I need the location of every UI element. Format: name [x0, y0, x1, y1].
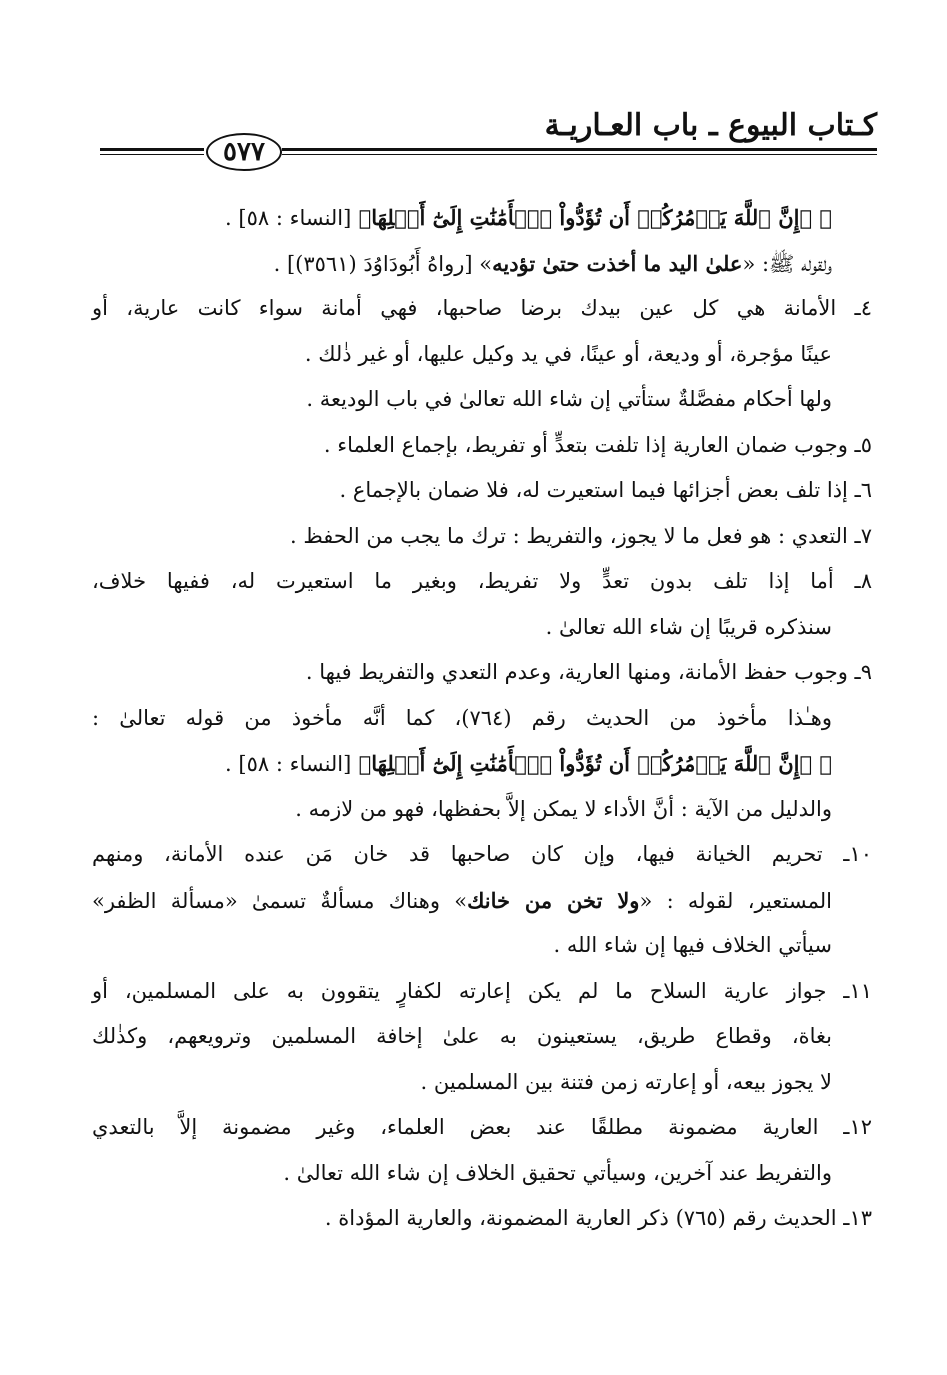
emphasis-text: علىٰ اليد ما أخذت حتىٰ تؤديه — [492, 250, 743, 276]
text-line — [92, 241, 872, 287]
text-line — [92, 1014, 872, 1060]
header-title: كـتاب البيوع ـ باب العـاريـة — [544, 108, 877, 143]
text-line — [92, 1060, 872, 1106]
page-header — [0, 0, 947, 200]
header-rule-left-thin — [100, 154, 204, 155]
text-segment: [النساء : ٥٨] . — [225, 206, 352, 230]
text-line — [92, 559, 872, 605]
header-rule-right-thin — [282, 154, 877, 155]
text-segment: ٧ـ التعدي : هو فعل ما لا يجوز، والتفريط : ترك ما يجب من الحفظ . — [289, 523, 872, 548]
text-segment: ٥ـ وجوب ضمان العارية إذا تلفت بتعدٍّ أو تفريط، بإجماع العلماء . — [323, 432, 872, 457]
emphasis-text: ﴿ ﴿إِنَّ ٱللَّهَ يَأۡمُرُكُمۡ أَن تُؤَدُّواْ ٱلۡأَمَٰنَٰتِ إِلَىٰٓ أَهۡلِهَا﴾ — [351, 205, 832, 230]
text-segment: المستعير، لقوله : « — [639, 888, 832, 913]
emphasis-text: ﴿ ﴿إِنَّ ٱللَّهَ يَأۡمُرُكُمۡ أَن تُؤَدُّواْ ٱلۡأَمَٰنَٰتِ إِلَىٰٓ أَهۡلِهَا﴾ — [351, 751, 832, 776]
text-segment: ١١ـ جواز عارية السلاح ما لم يكن إعارته لكفارٍ يتقوون به على المسلمين، أو — [92, 978, 872, 1003]
text-segment: » [رواهُ أَبُودَاوُدَ (٣٥٦١)] . — [273, 251, 493, 276]
text-line — [92, 286, 872, 332]
header-rule-right — [282, 148, 877, 151]
text-line — [92, 468, 872, 514]
text-segment: ١٠ـ تحريم الخيانة فيها، وإن كان صاحبها قد خان مَن عنده الأمانة، ومنهم — [92, 842, 872, 866]
text-segment: ٦ـ إذا تلف بعض أجزائها فيما استعيرت له، فلا ضمان بالإجماع . — [339, 478, 872, 502]
text-line — [92, 696, 872, 742]
text-line — [92, 605, 872, 651]
text-segment: والتفريط عند آخرين، وسيأتي تحقيق الخلاف إن شاء الله تعالىٰ . — [283, 1160, 832, 1185]
text-segment: [النساء : ٥٨] . — [225, 752, 352, 776]
text-line — [92, 1196, 872, 1242]
text-line — [92, 787, 872, 833]
page-number: ٥٧٧ — [206, 133, 282, 171]
header-rule-left — [100, 148, 204, 151]
text-segment: لا يجوز بيعه، أو إعارته زمن فتنة بين المسلمين . — [420, 1069, 832, 1094]
text-segment: سيأتي الخلاف فيها إن شاء الله . — [553, 933, 832, 957]
text-segment: وهـٰذا مأخوذ من الحديث رقم (٧٦٤)، كما أنَّه مأخوذ من قوله تعالىٰ : — [92, 705, 832, 730]
text-segment: ١٣ـ الحديث رقم (٧٦٥) ذكر العارية المضمونة، والعارية المؤداة . — [324, 1206, 872, 1230]
page-body — [92, 195, 872, 1242]
text-segment: ولها أحكام مفصَّلةٌ ستأتي إن شاء الله تعالىٰ في باب الوديعة . — [306, 387, 832, 411]
text-line — [92, 1151, 872, 1197]
text-line — [92, 650, 872, 696]
text-segment: » وهناك مسألةٌ تسمىٰ «مسألة الظفر» — [92, 888, 468, 913]
text-line — [92, 878, 872, 924]
text-segment: بغاة، وقطاع طريق، يستعينون به علىٰ إخافة المسلمين وترويعهم، وكذٰلك — [92, 1024, 832, 1048]
text-line — [92, 741, 872, 787]
text-line — [92, 195, 872, 241]
text-segment: ٨ـ أما إذا تلف بدون تعدٍّ ولا تفريط، وبغير ما استعيرت له، ففيها خلاف، — [92, 569, 872, 593]
text-segment: سنذكره قريبًا إن شاء الله تعالىٰ . — [545, 614, 832, 639]
text-line — [92, 514, 872, 560]
text-segment: ٩ـ وجوب حفظ الأمانة، ومنها العارية، وعدم التعدي والتفريط فيها . — [305, 660, 872, 684]
text-segment: ١٢ـ العارية مضمونة مطلقًا عند بعض العلماء، وغير مضمونة إلاَّ بالتعدي — [92, 1115, 872, 1139]
text-segment: عينًا مؤجرة، أو وديعة، أو عينًا، في يد وكيل عليها، أو غير ذٰلك . — [304, 341, 832, 366]
text-line — [92, 423, 872, 469]
text-line — [92, 969, 872, 1015]
emphasis-text: ولا تخن من خانك — [467, 887, 640, 913]
text-segment: ولقوله ﷺ: « — [742, 251, 832, 276]
text-line — [92, 923, 872, 969]
text-line — [92, 832, 872, 878]
text-line — [92, 332, 872, 378]
text-line — [92, 1105, 872, 1151]
text-segment: ٤ـ الأمانة هي كل عين بيدك برضا صاحبها، فهي أمانة سواء كانت عارية، أو — [92, 296, 872, 320]
text-segment: والدليل من الآية : أنَّ الأداء لا يمكن إلاَّ بحفظها، فهو من لازمه . — [295, 796, 832, 821]
text-line — [92, 377, 872, 423]
